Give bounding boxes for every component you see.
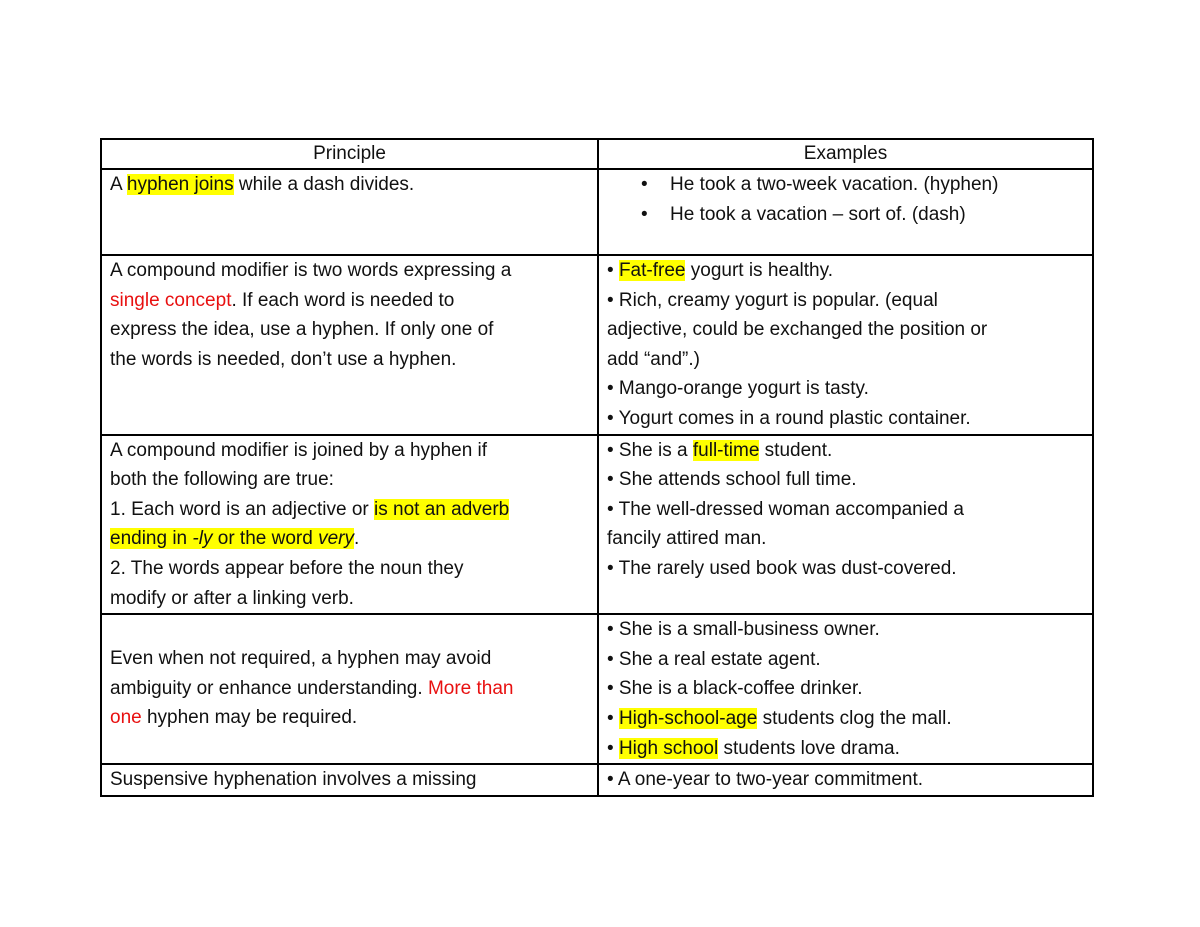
italic-text: very	[318, 528, 354, 550]
text-run: hyphen may be required.	[141, 707, 358, 729]
highlighted-text: hyphen joins	[126, 174, 234, 195]
text-run: •	[607, 707, 619, 729]
red-text: More than	[427, 677, 514, 699]
principle-header: Principle	[101, 139, 598, 169]
examples-cell	[598, 255, 1093, 435]
text-run: ambiguity or enhance understanding.	[110, 677, 428, 699]
principle-line: A compound modifier is two words expressing a	[110, 260, 512, 281]
highlighted-text: High school	[618, 737, 719, 759]
table-row	[101, 435, 1093, 615]
text-run: ending in	[110, 528, 193, 550]
example-line: • Mango-orange yogurt is tasty.	[607, 378, 869, 400]
example-line: • She attends school full time.	[607, 469, 857, 491]
list-item: • He took a vacation – sort of. (dash)	[607, 200, 1084, 230]
text-run: •	[607, 260, 619, 281]
table-row	[101, 764, 1093, 796]
highlighted-text: High-school-age	[618, 707, 758, 729]
principle-line	[110, 170, 589, 200]
principle-line: Suspensive hyphenation involves a missing	[110, 769, 477, 791]
examples-cell	[598, 614, 1093, 764]
example-line: • A one-year to two-year commitment.	[607, 769, 924, 791]
text-run: student.	[759, 439, 833, 461]
example-line: • The well-dressed woman accompanied a	[607, 498, 964, 520]
text-run: •	[607, 737, 619, 759]
principle-cell	[101, 255, 598, 435]
principle-cell	[101, 169, 598, 255]
example-list	[607, 170, 1084, 229]
red-text: single concept	[110, 289, 232, 311]
text-run: students love drama.	[718, 737, 900, 759]
principle-line	[110, 524, 589, 554]
text-run: 1. Each word is an adjective or	[110, 498, 375, 520]
examples-cell	[598, 435, 1093, 615]
example-line: adjective, could be exchanged the position or	[607, 319, 988, 341]
principle-line	[110, 674, 589, 704]
principle-cell	[101, 435, 598, 615]
principle-line	[110, 495, 589, 525]
principle-line: Even when not required, a hyphen may avoid	[110, 648, 492, 670]
highlighted-text: is not an adverb	[374, 498, 510, 520]
example-line	[607, 436, 1084, 466]
text-run: . If each word is needed to	[231, 289, 455, 311]
highlighted-text: Fat-free	[618, 260, 686, 281]
example-line	[607, 734, 1084, 764]
principle-line: A compound modifier is joined by a hyphen if	[110, 439, 488, 461]
principle-line	[110, 703, 589, 733]
principle-line	[110, 286, 589, 316]
example-line: • She is a small-business owner.	[607, 619, 880, 641]
text-run: while a dash divides.	[233, 174, 415, 195]
examples-cell	[598, 169, 1093, 255]
principle-line: modify or after a linking verb.	[110, 587, 354, 609]
principle-line: the words is needed, don’t use a hyphen.	[110, 348, 457, 370]
highlighted-text	[110, 528, 354, 549]
example-line: fancily attired man.	[607, 528, 767, 550]
list-item: • He took a two-week vacation. (hyphen)	[607, 170, 1084, 200]
text-run: .	[353, 528, 360, 550]
example-line	[607, 704, 1084, 734]
example-line: • She is a black-coffee drinker.	[607, 678, 863, 700]
text-run: students clog the mall.	[757, 707, 952, 729]
text-run: A	[110, 174, 127, 195]
hyphen-rules-table	[100, 138, 1094, 797]
italic-text: -ly	[192, 528, 213, 550]
example-line: • The rarely used book was dust-covered.	[607, 557, 957, 579]
principle-cell	[101, 614, 598, 764]
example-line	[607, 256, 1084, 286]
principle-line: 2. The words appear before the noun they	[110, 557, 464, 579]
text-run: yogurt is healthy.	[685, 260, 833, 281]
examples-header: Examples	[598, 139, 1093, 169]
table-row	[101, 255, 1093, 435]
red-text: one	[110, 707, 142, 729]
table-row	[101, 614, 1093, 764]
highlighted-text: full-time	[692, 439, 760, 461]
principle-line: express the idea, use a hyphen. If only one of	[110, 319, 494, 341]
examples-cell	[598, 764, 1093, 796]
example-line: • Rich, creamy yogurt is popular. (equal	[607, 289, 938, 311]
example-line: • She a real estate agent.	[607, 648, 821, 670]
principle-line: both the following are true:	[110, 469, 334, 491]
example-line: • Yogurt comes in a round plastic container.	[607, 407, 971, 429]
table-row	[101, 169, 1093, 255]
example-line: add “and”.)	[607, 348, 700, 370]
text-run: • She is a	[607, 439, 693, 461]
header-row	[101, 139, 1093, 169]
text-run: or the word	[212, 528, 319, 550]
principle-cell	[101, 764, 598, 796]
